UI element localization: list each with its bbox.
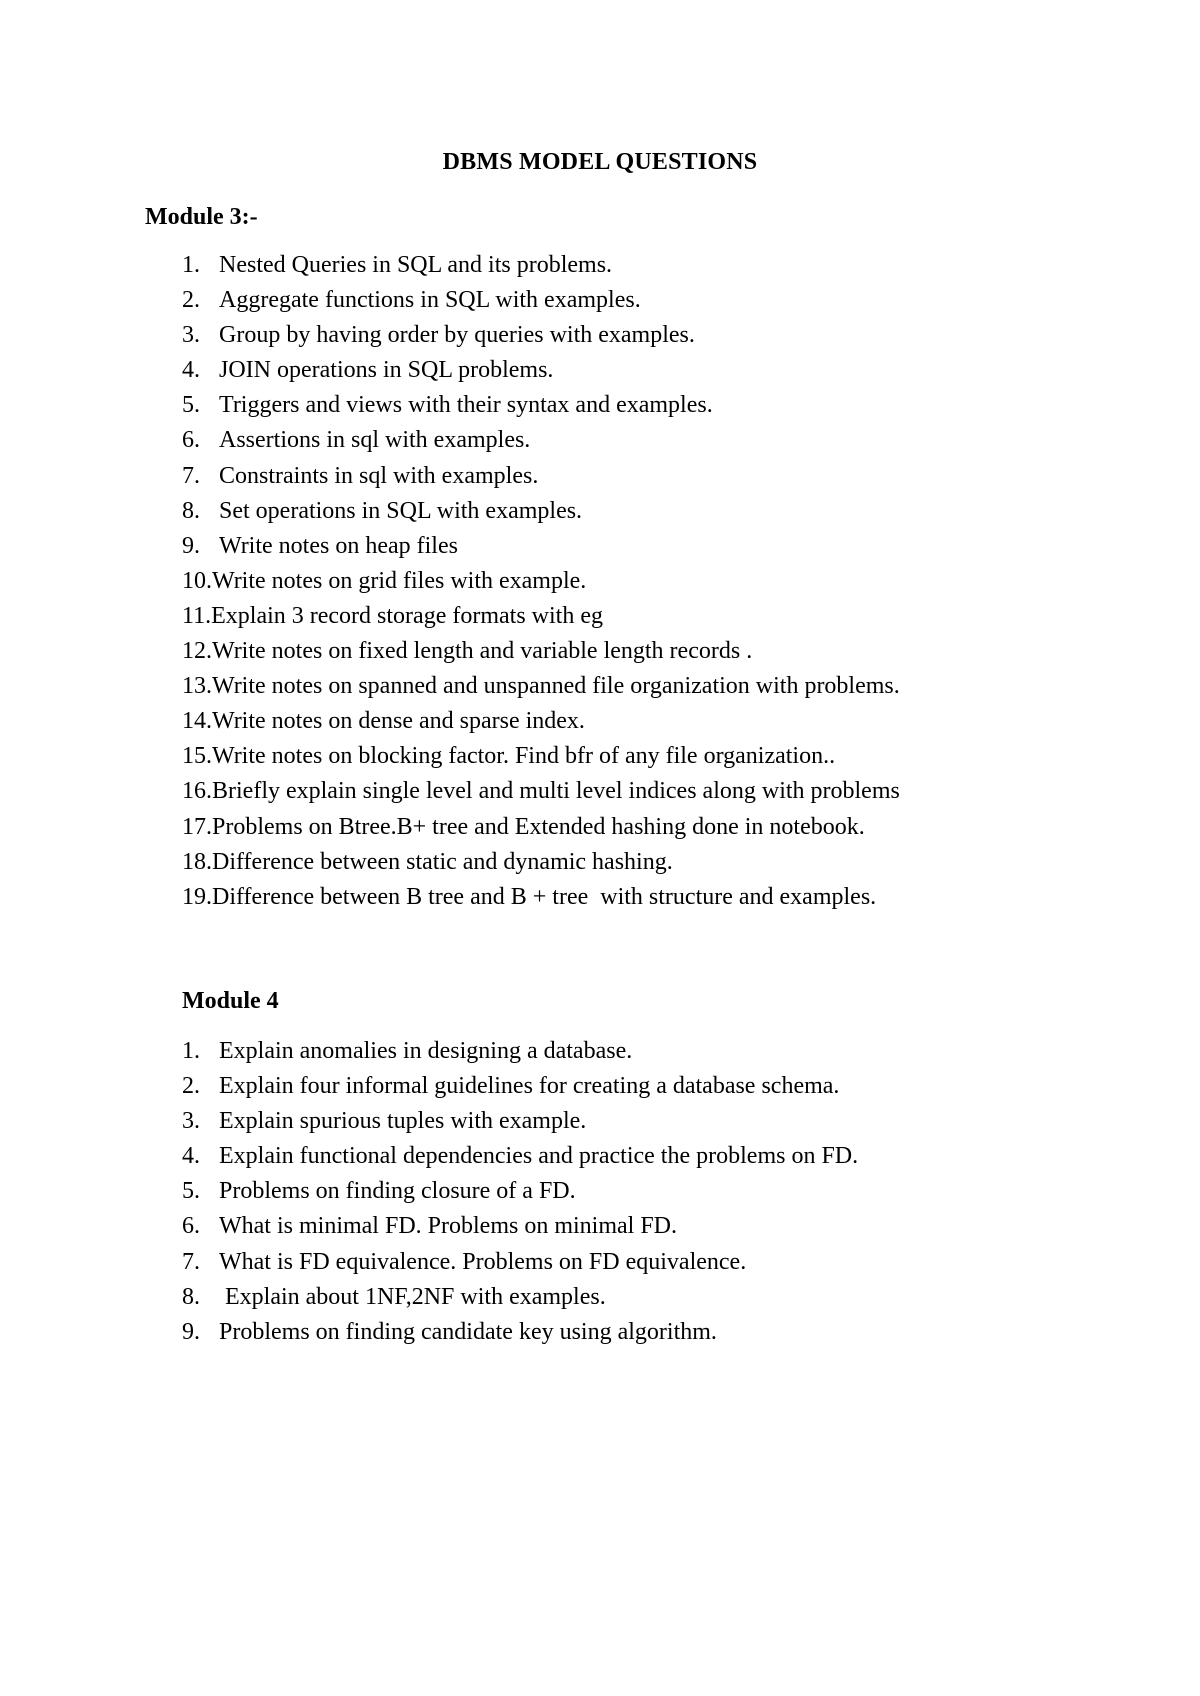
- question-item: [182, 669, 900, 704]
- question-text: Write notes on heap files: [219, 532, 458, 559]
- question-item: [182, 739, 900, 774]
- question-text: Group by having order by queries with examples.: [219, 322, 695, 349]
- question-item: [182, 1315, 858, 1350]
- question-text: Write notes on spanned and unspanned file organization with problems.: [212, 673, 900, 700]
- question-number: 14.: [182, 708, 212, 735]
- question-item: [182, 880, 900, 915]
- question-item: [182, 1174, 858, 1209]
- module-4-question-list: [182, 1034, 858, 1350]
- question-text: Explain anomalies in designing a database.: [219, 1038, 633, 1064]
- question-item: [182, 599, 900, 634]
- document-title: DBMS MODEL QUESTIONS: [442, 149, 758, 175]
- question-item: [182, 1069, 858, 1104]
- question-item: [182, 1104, 858, 1139]
- question-number: 8.: [182, 1283, 200, 1310]
- question-text: Difference between B tree and B + tree with structure and examples.: [212, 883, 877, 910]
- question-text: Explain spurious tuples with example.: [219, 1108, 587, 1135]
- question-number: 5.: [182, 1178, 200, 1205]
- question-item: [182, 283, 900, 318]
- question-text: Write notes on grid files with example.: [212, 567, 587, 594]
- question-item: [182, 1280, 858, 1315]
- question-item: [182, 1034, 858, 1069]
- question-number: 17.: [182, 813, 212, 840]
- question-text: Difference between static and dynamic hashing.: [212, 848, 673, 875]
- question-item: [182, 529, 900, 564]
- question-number: 5.: [182, 392, 200, 419]
- question-text: Explain functional dependencies and practice the problems on FD.: [219, 1143, 859, 1170]
- question-text: Write notes on fixed length and variable length records .: [212, 638, 753, 665]
- module-3-heading: Module 3:-: [145, 204, 258, 230]
- question-text: Briefly explain single level and multi level indices along with problems: [212, 778, 900, 805]
- question-number: 1.: [182, 252, 200, 278]
- question-text: Set operations in SQL with examples.: [219, 497, 583, 524]
- question-number: 6.: [182, 1213, 200, 1240]
- question-text: Problems on Btree.B+ tree and Extended hashing done in notebook.: [212, 813, 865, 840]
- question-item: [182, 634, 900, 669]
- question-item: [182, 459, 900, 494]
- question-text: Assertions in sql with examples.: [219, 427, 531, 454]
- question-text: Problems on finding candidate key using algorithm.: [219, 1318, 717, 1345]
- question-item: [182, 1139, 858, 1174]
- question-item: [182, 774, 900, 809]
- question-number: 15.: [182, 743, 212, 770]
- question-text: Constraints in sql with examples.: [219, 462, 539, 489]
- question-item: [182, 810, 900, 845]
- question-number: 2.: [182, 287, 200, 314]
- question-item: [182, 494, 900, 529]
- question-text: JOIN operations in SQL problems.: [219, 357, 554, 384]
- question-number: 9.: [182, 1318, 200, 1345]
- question-item: [182, 388, 900, 423]
- question-number: 4.: [182, 357, 200, 384]
- question-text: Nested Queries in SQL and its problems.: [219, 252, 613, 278]
- question-text: Write notes on blocking factor. Find bfr of any file organization..: [212, 743, 836, 770]
- module-4-heading: Module 4: [182, 988, 279, 1014]
- question-item: [182, 423, 900, 458]
- question-text: Aggregate functions in SQL with examples.: [219, 287, 641, 314]
- question-number: 12.: [182, 638, 212, 665]
- question-text: Write notes on dense and sparse index.: [212, 708, 585, 735]
- question-number: 4.: [182, 1143, 200, 1170]
- question-number: 19.: [182, 883, 212, 910]
- question-number: 7.: [182, 462, 200, 489]
- question-item: [182, 564, 900, 599]
- module-3-question-list: [182, 248, 900, 915]
- question-number: 13.: [182, 673, 212, 700]
- question-item: [182, 1245, 858, 1280]
- question-number: 1.: [182, 1038, 200, 1064]
- question-text: Explain about 1NF,2NF with examples.: [219, 1283, 606, 1310]
- question-item: [182, 353, 900, 388]
- question-text: What is minimal FD. Problems on minimal FD.: [219, 1213, 677, 1240]
- question-number: 9.: [182, 532, 200, 559]
- question-number: 2.: [182, 1073, 200, 1100]
- question-text: Triggers and views with their syntax and examples.: [219, 392, 713, 419]
- question-number: 3.: [182, 1108, 200, 1135]
- question-text: Explain four informal guidelines for creating a database schema.: [219, 1073, 840, 1100]
- question-item: [182, 318, 900, 353]
- question-item: [182, 248, 900, 283]
- question-item: [182, 845, 900, 880]
- question-text: Explain 3 record storage formats with eg: [211, 602, 603, 629]
- question-number: 3.: [182, 322, 200, 349]
- question-number: 6.: [182, 427, 200, 454]
- question-item: [182, 704, 900, 739]
- question-number: 16.: [182, 778, 212, 805]
- question-text: What is FD equivalence. Problems on FD equivalence.: [219, 1248, 747, 1275]
- question-number: 7.: [182, 1248, 200, 1275]
- question-item: [182, 1209, 858, 1244]
- question-text: Problems on finding closure of a FD.: [219, 1178, 576, 1205]
- question-number: 8.: [182, 497, 200, 524]
- question-number: 18.: [182, 848, 212, 875]
- question-number: 10.: [182, 567, 212, 594]
- question-number: 11.: [182, 602, 212, 629]
